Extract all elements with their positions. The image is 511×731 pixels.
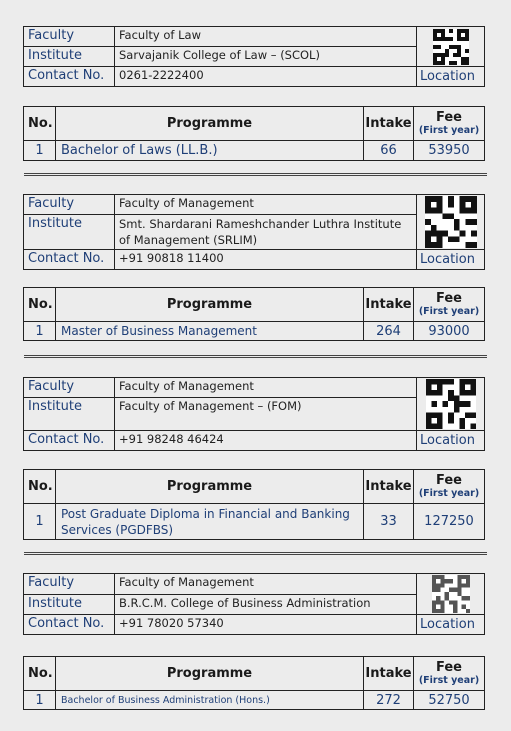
fee-header xyxy=(414,657,485,691)
faculty-value: Faculty of Management xyxy=(115,195,417,215)
programme-table xyxy=(23,469,485,540)
fee-header-label: Fee xyxy=(436,291,462,306)
faculty-value: Faculty of Management xyxy=(115,378,417,398)
section-divider xyxy=(24,173,487,176)
fee-header xyxy=(414,470,485,504)
institute-label: Institute xyxy=(24,47,115,67)
institute-info-table xyxy=(23,26,485,87)
programme-header: Programme xyxy=(56,107,364,141)
institute-label: Institute xyxy=(24,594,115,615)
faculty-value: Faculty of Management xyxy=(115,574,417,595)
contact-label: Contact No. xyxy=(24,431,115,451)
intake-header: Intake xyxy=(364,657,414,691)
location-link[interactable]: Location xyxy=(417,431,485,451)
contact-value: +91 90818 11400 xyxy=(115,250,417,270)
intake-header: Intake xyxy=(364,107,414,141)
row-no: 1 xyxy=(24,322,56,341)
no-header: No. xyxy=(24,470,56,504)
table-row xyxy=(24,504,485,540)
row-no: 1 xyxy=(24,504,56,540)
institute-info-table xyxy=(23,194,485,270)
programme-table xyxy=(23,656,485,710)
section-divider xyxy=(24,552,487,555)
fee-header-label: Fee xyxy=(436,110,462,125)
faculty-label: Faculty xyxy=(24,574,115,595)
fee-header-sub: (First year) xyxy=(418,675,480,686)
institute-info-table xyxy=(23,377,485,451)
programme-table xyxy=(23,106,485,161)
row-intake: 264 xyxy=(364,322,414,341)
row-programme: Bachelor of Business Administration (Hons.) xyxy=(56,691,364,710)
contact-label: Contact No. xyxy=(24,615,115,635)
row-programme: Master of Business Management xyxy=(56,322,364,341)
table-row xyxy=(24,141,485,161)
row-no: 1 xyxy=(24,141,56,161)
row-intake: 33 xyxy=(364,504,414,540)
qr-code-icon[interactable] xyxy=(417,378,485,431)
contact-value: 0261-2222400 xyxy=(115,67,417,87)
programme-table xyxy=(23,287,485,341)
no-header: No. xyxy=(24,657,56,691)
institute-value: B.R.C.M. College of Business Administration xyxy=(115,594,417,615)
qr-code-icon[interactable] xyxy=(417,27,485,67)
contact-value: +91 98248 46424 xyxy=(115,431,417,451)
qr-code-icon[interactable] xyxy=(417,195,485,250)
fee-header-sub: (First year) xyxy=(418,306,480,317)
qr-code-icon[interactable] xyxy=(417,574,485,615)
institute-value: Faculty of Management – (FOM) xyxy=(115,398,417,431)
row-programme: Post Graduate Diploma in Financial and Banking Services (PGDFBS) xyxy=(56,504,364,540)
table-row xyxy=(24,691,485,710)
programme-header: Programme xyxy=(56,470,364,504)
location-link[interactable]: Location xyxy=(417,67,485,87)
row-fee: 52750 xyxy=(414,691,485,710)
row-no: 1 xyxy=(24,691,56,710)
faculty-value: Faculty of Law xyxy=(115,27,417,47)
location-link[interactable]: Location xyxy=(417,615,485,635)
section-divider xyxy=(24,355,487,358)
fee-header-sub: (First year) xyxy=(418,125,480,136)
institute-value: Sarvajanik College of Law – (SCOL) xyxy=(115,47,417,67)
programme-header: Programme xyxy=(56,657,364,691)
institute-label: Institute xyxy=(24,398,115,431)
table-row xyxy=(24,322,485,341)
intake-header: Intake xyxy=(364,470,414,504)
fee-header xyxy=(414,288,485,322)
row-fee: 93000 xyxy=(414,322,485,341)
location-link[interactable]: Location xyxy=(417,250,485,270)
institute-info-table xyxy=(23,573,485,635)
intake-header: Intake xyxy=(364,288,414,322)
faculty-label: Faculty xyxy=(24,27,115,47)
no-header: No. xyxy=(24,107,56,141)
no-header: No. xyxy=(24,288,56,322)
row-intake: 66 xyxy=(364,141,414,161)
row-intake: 272 xyxy=(364,691,414,710)
faculty-label: Faculty xyxy=(24,378,115,398)
institute-value: Smt. Shardarani Rameshchander Luthra Institute of Management (SRLIM) xyxy=(115,215,417,250)
contact-value: +91 78020 57340 xyxy=(115,615,417,635)
contact-label: Contact No. xyxy=(24,250,115,270)
programme-header: Programme xyxy=(56,288,364,322)
fee-header xyxy=(414,107,485,141)
row-programme: Bachelor of Laws (LL.B.) xyxy=(56,141,364,161)
contact-label: Contact No. xyxy=(24,67,115,87)
fee-header-sub: (First year) xyxy=(418,488,480,499)
fee-header-label: Fee xyxy=(436,473,462,488)
fee-header-label: Fee xyxy=(436,660,462,675)
row-fee: 53950 xyxy=(414,141,485,161)
row-fee: 127250 xyxy=(414,504,485,540)
institute-label: Institute xyxy=(24,215,115,250)
faculty-label: Faculty xyxy=(24,195,115,215)
